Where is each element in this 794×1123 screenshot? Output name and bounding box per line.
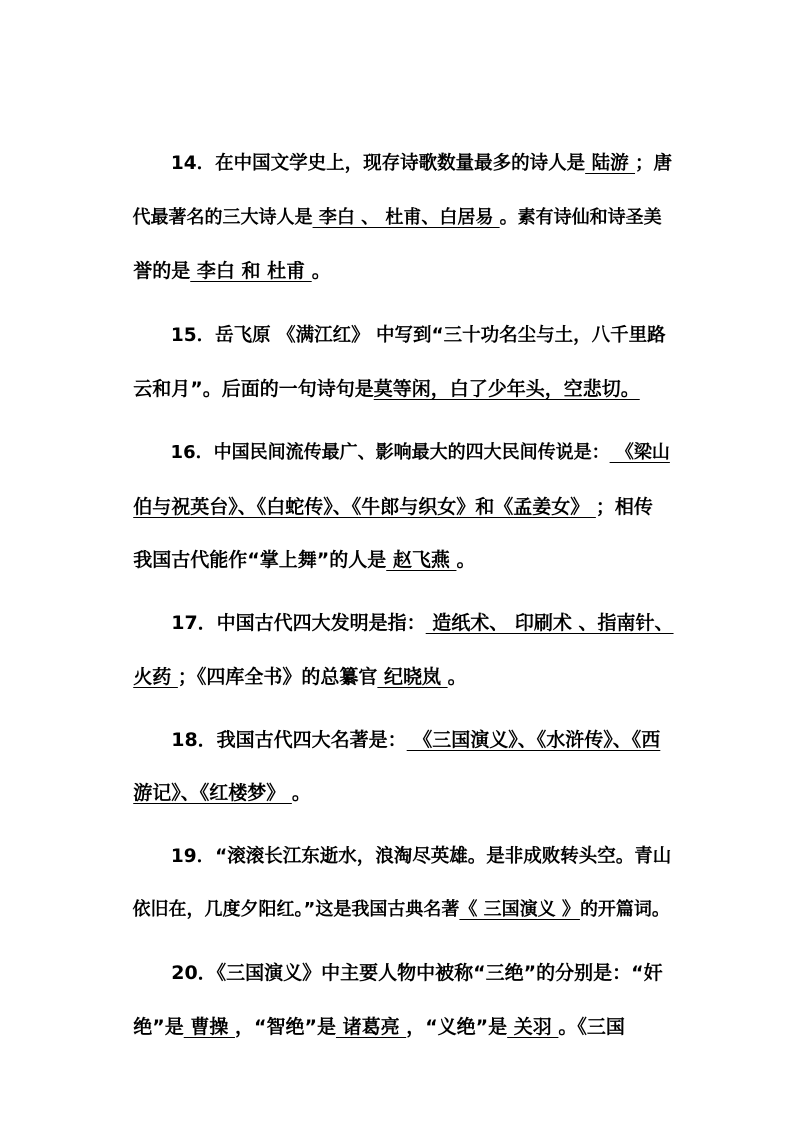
q19-text: 的开篇词。 (579, 899, 670, 920)
q20-text: 。《三国 (558, 1016, 625, 1038)
q19-line-1 (158, 797, 674, 867)
q14-text: 14．在中国文学史上，现存诗歌数量最多的诗人是 (170, 153, 586, 174)
q19-text: 依旧在，几度夕阳红。”这是我国古典名著 (132, 899, 460, 920)
q18-text: 18．我国古代四大名著是： (171, 729, 407, 751)
q15-answer: 莫等闲，白了少年头，空悲切。 (373, 378, 640, 400)
q20-text: ，“智绝”是 (234, 1016, 336, 1038)
q17-answer-editor: 纪晓岚 (377, 666, 448, 688)
q15-line-1 (158, 276, 674, 346)
q16-text: 。 (456, 549, 476, 571)
q16-answer-dancer: 赵飞燕 (386, 549, 457, 571)
q14-answer-three-poets: 李白 、 杜甫、白居易 (312, 207, 500, 228)
q20-answer-zhuge-liang: 诸葛亮 (335, 1016, 407, 1038)
q15-text: 15．岳飞原 《满江红》 中写到“三十功名尘与土，八千里路 (170, 325, 666, 346)
q17-line-2 (120, 617, 674, 688)
q15-text: 云和月”。后面的一句诗句是 (133, 378, 374, 400)
q20-line-2 (120, 967, 674, 1038)
q17-answer-inventions: 火药 (133, 666, 178, 688)
q19-line-2 (120, 850, 674, 920)
q16-answer-legends: 《梁山 (609, 442, 670, 463)
q20-answer-guan-yu: 关羽 (507, 1016, 559, 1038)
q20-text: 绝”是 (133, 1016, 184, 1038)
q16-line-2 (120, 447, 674, 518)
q14-line-1 (158, 104, 674, 174)
q17-text: ；《四库全书》的总纂官 (177, 666, 378, 688)
q15-line-2 (120, 329, 674, 400)
q19-answer-novel: 《 三国演义 》 (459, 899, 580, 920)
q14-text: 。 (311, 260, 331, 282)
q14-text: 代最著名的三大诗人是 (132, 207, 313, 228)
q14-text: 誉的是 (133, 260, 191, 282)
q16-text: 16．中国民间流传最广、影响最大的四大民间传说是： (170, 442, 610, 463)
q17-answer-inventions: 造纸术、 印刷术 、指南针、 (425, 612, 674, 634)
q20-answer-cao-cao: 曹操 (183, 1016, 235, 1038)
q17-line-1 (158, 563, 674, 634)
q18-line-2 (120, 733, 674, 804)
q18-text: 。 (291, 782, 311, 804)
q17-text: 。 (447, 666, 467, 688)
q16-line-1 (158, 393, 674, 463)
q20-text: ，“义绝”是 (406, 1016, 508, 1038)
q14-answer-immortal-sage: 李白 和 杜甫 (190, 260, 312, 282)
q16-text: ；相传 (595, 496, 653, 518)
q14-line-3 (120, 211, 674, 282)
q19-text: 19．“滚滚长江东逝水，浪淘尽英雄。是非成败转头空。青山 (170, 846, 672, 867)
q14-text: ；唐 (635, 153, 673, 174)
q18-line-1 (158, 680, 674, 751)
q16-answer-legends: 伯与祝英台》、《白蛇传》、《牛郎与织女》和《孟姜女》 (133, 496, 596, 518)
q20-text: 20．《三国演义》中主要人物中被称“三绝”的分别是：“奸 (171, 962, 663, 984)
q14-text: 。素有诗仙和诗圣美 (499, 207, 662, 228)
q14-answer-poet: 陆游 (585, 153, 636, 174)
q18-answer-novels: 游记》、《红楼梦》 (133, 782, 292, 804)
q17-text: 17．中国古代四大发明是指： (171, 612, 426, 634)
q18-answer-novels: 《三国演义》、《水浒传》、《西 (406, 729, 661, 751)
q16-line-3 (120, 500, 674, 571)
q14-line-2 (120, 158, 674, 228)
q16-text: 我国古代能作“掌上舞”的人是 (133, 549, 387, 571)
q20-line-1 (158, 913, 674, 984)
